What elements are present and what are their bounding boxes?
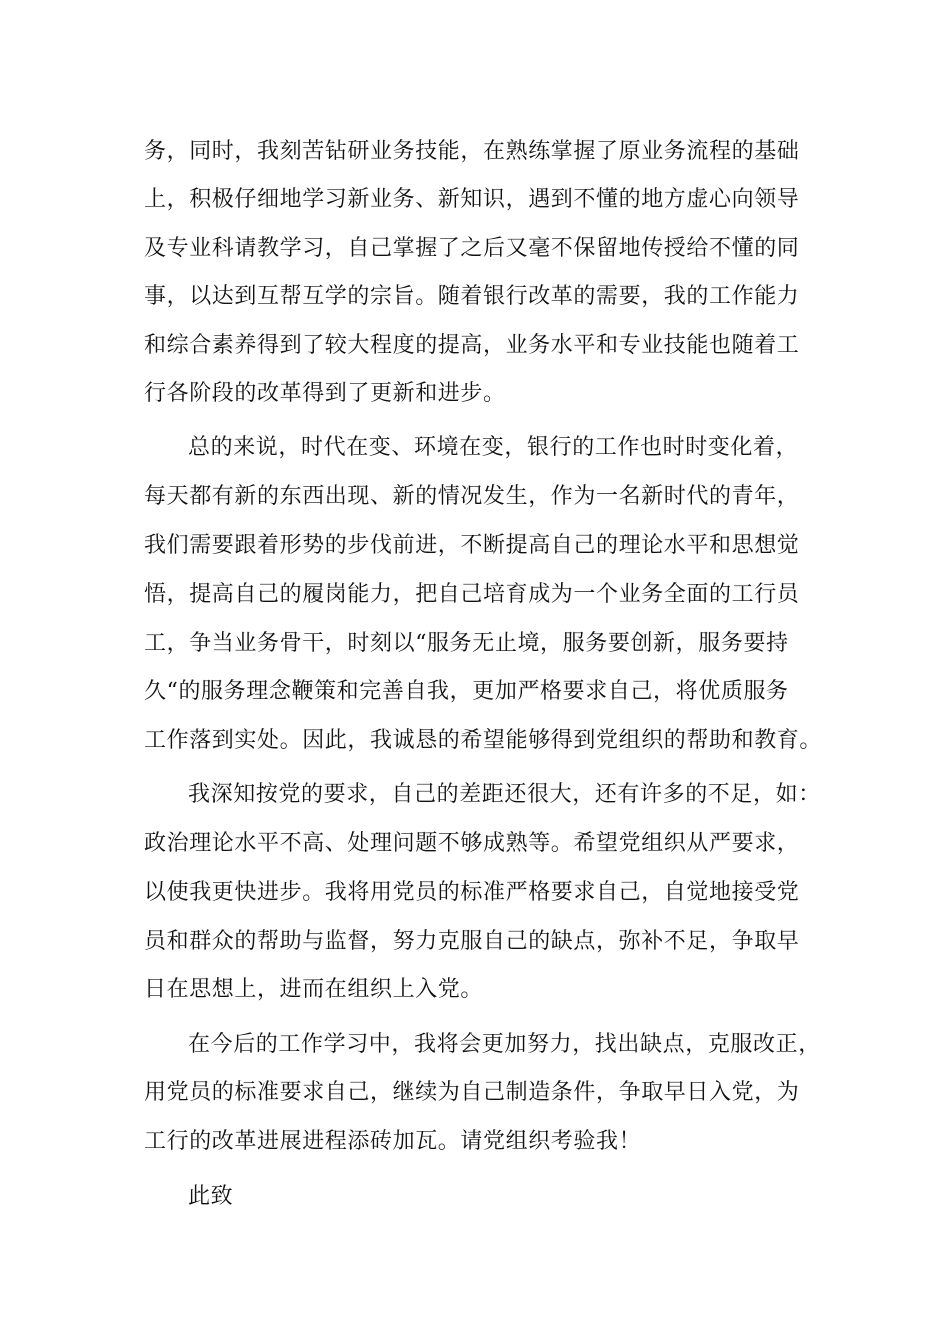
text-line: 工作落到实处。因此，我诚恳的希望能够得到党组织的帮助和教育。 — [144, 728, 823, 753]
paragraph-start-line: 总的来说，时代在变、环境在变，银行的工作也时时变化着， — [188, 435, 799, 460]
closing-salutation: 此致 — [188, 1184, 234, 1209]
text-line: 久“的服务理念鞭策和完善自我，更加严格要求自己，将优质服务 — [144, 679, 789, 704]
paragraph-start-line: 在今后的工作学习中，我将会更加努力，找出缺点，克服改正， — [188, 1032, 821, 1057]
text-line: 务，同时，我刻苦钻研业务技能，在熟练掌握了原业务流程的基础 — [144, 139, 800, 164]
text-line: 政治理论水平不高、处理问题不够成熟等。希望党组织从严要求， — [144, 831, 800, 856]
text-line: 行各阶段的改革得到了更新和进步。 — [144, 381, 506, 406]
text-line: 和综合素养得到了较大程度的提高，业务水平和专业技能也随着工 — [144, 333, 800, 358]
text-line: 及专业科请教学习，自己掌握了之后又毫不保留地传授给不懂的同 — [144, 236, 800, 261]
text-line: 上，积极仔细地学习新业务、新知识，遇到不懂的地方虚心向领导 — [144, 187, 800, 212]
text-line: 工，争当业务骨干，时刻以“服务无止境，服务要创新，服务要持 — [144, 631, 789, 656]
text-line: 以使我更快进步。我将用党员的标准严格要求自己，自觉地接受党 — [144, 880, 800, 905]
text-line: 日在思想上，进而在组织上入党。 — [144, 977, 484, 1002]
text-line: 员和群众的帮助与监督，努力克服自己的缺点，弥补不足，争取早 — [144, 929, 800, 954]
text-line: 事，以达到互帮互学的宗旨。随着银行改革的需要，我的工作能力 — [144, 284, 800, 309]
text-line: 工行的改革进展进程添砖加瓦。请党组织考验我！ — [144, 1129, 642, 1154]
paragraph-start-line: 我深知按党的要求，自己的差距还很大，还有许多的不足，如： — [188, 782, 821, 807]
text-line: 每天都有新的东西出现、新的情况发生，作为一名新时代的青年， — [144, 484, 800, 509]
text-line: 我们需要跟着形势的步伐前进，不断提高自己的理论水平和思想觉 — [144, 533, 800, 558]
text-line: 悟，提高自己的履岗能力，把自己培育成为一个业务全面的工行员 — [144, 582, 800, 607]
text-line: 用党员的标准要求自己，继续为自己制造条件，争取早日入党，为 — [144, 1080, 800, 1105]
